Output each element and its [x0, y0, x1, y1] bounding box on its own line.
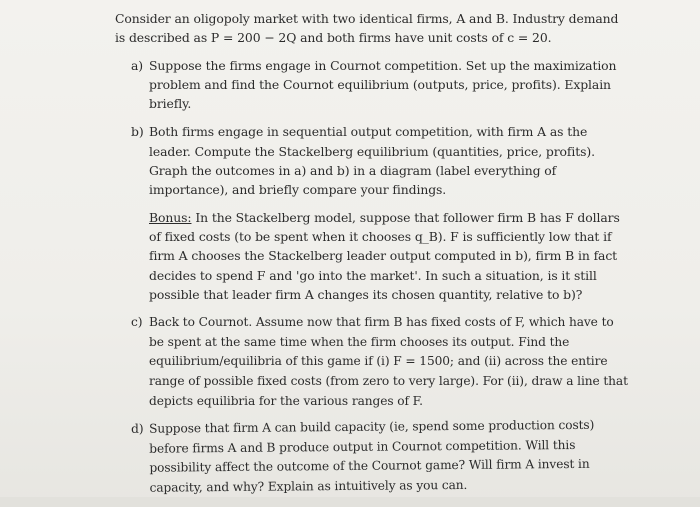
problem-text	[115, 9, 630, 507]
question-text: Suppose that firm A can build capacity (ie, spend some production costs) before firms A and B produce output in Cournot competition. Will this possibility affect the outcome of the Cournot game? Will firm A invest in capacity, and why? Explain as intuitively as you can.	[149, 417, 595, 495]
question-d	[115, 416, 631, 499]
intro-paragraph: Consider an oligopoly market with two identical firms, A and B. Industry demand is described as P = 200 − 2Q and both firms have unit costs of c = 20.	[115, 11, 619, 46]
bonus-label: Bonus:	[149, 209, 192, 225]
question-text: Both firms engage in sequential output competition, with firm A as the leader. Compute the Stackelberg equilibrium (quantities, price, profits). Graph the outcomes in a) and b) in a diagram (label everything of importance), and briefly compare your findings.	[149, 124, 595, 198]
question-a	[115, 56, 630, 114]
question-c	[115, 313, 630, 411]
question-list	[115, 56, 630, 499]
question-label: c)	[131, 315, 143, 330]
question-b	[115, 122, 630, 199]
bonus-question	[115, 208, 630, 304]
question-text: Back to Cournot. Assume now that firm B has fixed costs of F, which have to be spent at the same time when the firm chooses its output. Find the equilibrium/equilibria of this game if (i) F = 1500; and (ii) across the entire range of possible fixed costs (from zero to very large). For (ii), draw a line that depicts equilibria for the various ranges of F.	[149, 315, 628, 408]
page-bottom-edge	[0, 497, 700, 507]
question-label: b)	[131, 124, 144, 140]
question-label: d)	[131, 421, 144, 436]
question-label: a)	[131, 57, 144, 73]
bonus-text: In the Stackelberg model, suppose that follower firm B has F dollars of fixed costs (to be spent when it chooses q_B). F is sufficiently low that if firm A chooses the Stackelberg leader output computed in b), firm B in fact decides to spend F and 'go into the market'. In such a situation, is it still possible that leader firm A changes its chosen quantity, relative to b)?	[149, 209, 620, 302]
question-text: Suppose the firms engage in Cournot competition. Set up the maximization problem and find the Cournot equilibrium (outputs, price, profits). Explain briefly.	[149, 57, 617, 112]
